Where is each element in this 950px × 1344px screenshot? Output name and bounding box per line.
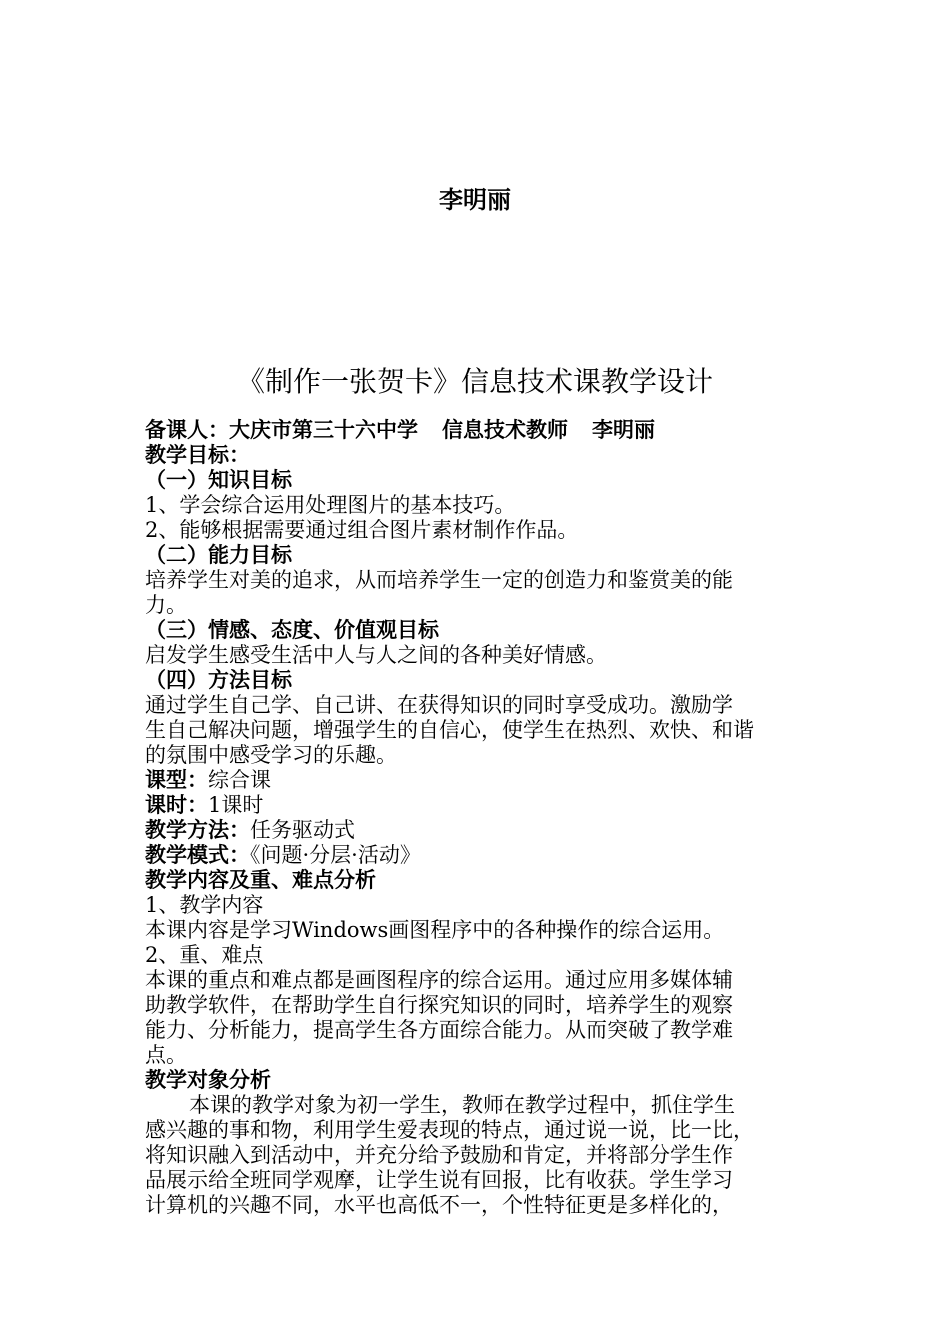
content-text: 本课内容是学习Windows画图程序中的各种操作的综合运用。 xyxy=(145,918,725,942)
content-analysis-heading: 教学内容及重、难点分析 xyxy=(145,868,376,892)
students-text: 感兴趣的事和物，利用学生爱表现的特点，通过说一说，比一比， xyxy=(145,1118,754,1142)
teaching-mode-value: 《问题·分层·活动》 xyxy=(250,843,421,867)
method-text: 的氛围中感受学习的乐趣。 xyxy=(145,743,397,767)
key-points-text: 能力、分析能力，提高学生各方面综合能力。从而突破了教学难 xyxy=(145,1018,733,1042)
students-heading: 教学对象分析 xyxy=(145,1068,271,1092)
students-text: 本课的教学对象为初一学生，教师在教学过程中，抓住学生 xyxy=(189,1093,735,1117)
key-points-text: 本课的重点和难点都是画图程序的综合运用。通过应用多媒体辅 xyxy=(145,968,733,992)
document-title: 《制作一张贺卡》信息技术课教学设计 xyxy=(236,365,713,398)
preparer-label: 备课人： xyxy=(145,418,229,442)
lesson-type-label: 课型： xyxy=(145,768,208,792)
teaching-mode xyxy=(145,843,810,868)
ability-heading: （二）能力目标 xyxy=(145,543,292,567)
document-body xyxy=(145,418,810,1218)
method-text: 生自己解决问题，增强学生的自信心，使学生在热烈、欢快、和谐 xyxy=(145,718,754,742)
knowledge-item: 2、能够根据需要通过组合图片素材制作作品。 xyxy=(145,518,579,542)
preparer-school: 大庆市第三十六中学 xyxy=(229,418,418,442)
lesson-hours xyxy=(145,793,810,818)
emotion-text: 启发学生感受生活中人与人之间的各种美好情感。 xyxy=(145,643,607,667)
lesson-type-value: 综合课 xyxy=(208,768,271,792)
content-subheading: 1、教学内容 xyxy=(145,893,264,917)
students-text: 计算机的兴趣不同，水平也高低不一，个性特征更是多样化的， xyxy=(145,1193,733,1217)
preparer-role: 信息技术教师 xyxy=(442,418,568,442)
objectives-heading: 教学目标： xyxy=(145,443,250,467)
preparer-line xyxy=(145,418,810,443)
students-text: 将知识融入到活动中，并充分给予鼓励和肯定，并将部分学生作 xyxy=(145,1143,733,1167)
teaching-method-label: 教学方法： xyxy=(145,818,250,842)
lesson-type xyxy=(145,768,810,793)
key-points-text: 助教学软件，在帮助学生自行探究知识的同时，培养学生的观察 xyxy=(145,993,733,1017)
method-heading: （四）方法目标 xyxy=(145,668,292,692)
key-points-subheading: 2、重、难点 xyxy=(145,943,264,967)
ability-text: 培养学生对美的追求，从而培养学生一定的创造力和鉴赏美的能 xyxy=(145,568,733,592)
teaching-mode-label: 教学模式： xyxy=(145,843,250,867)
lesson-hours-label: 课时： xyxy=(145,793,208,817)
knowledge-item: 1、学会综合运用处理图片的基本技巧。 xyxy=(145,493,516,517)
lesson-hours-value: 1课时 xyxy=(208,793,264,817)
method-text: 通过学生自己学、自己讲、在获得知识的同时享受成功。激励学 xyxy=(145,693,733,717)
students-text: 品展示给全班同学观摩，让学生说有回报，比有收获。学生学习 xyxy=(145,1168,733,1192)
teaching-method-value: 任务驱动式 xyxy=(250,818,355,842)
key-points-text: 点。 xyxy=(145,1043,187,1067)
preparer-name: 李明丽 xyxy=(592,418,655,442)
knowledge-heading: （一）知识目标 xyxy=(145,468,292,492)
teaching-method xyxy=(145,818,810,843)
author-name: 李明丽 xyxy=(439,186,511,214)
emotion-heading: （三）情感、态度、价值观目标 xyxy=(145,618,439,642)
ability-text: 力。 xyxy=(145,593,187,617)
